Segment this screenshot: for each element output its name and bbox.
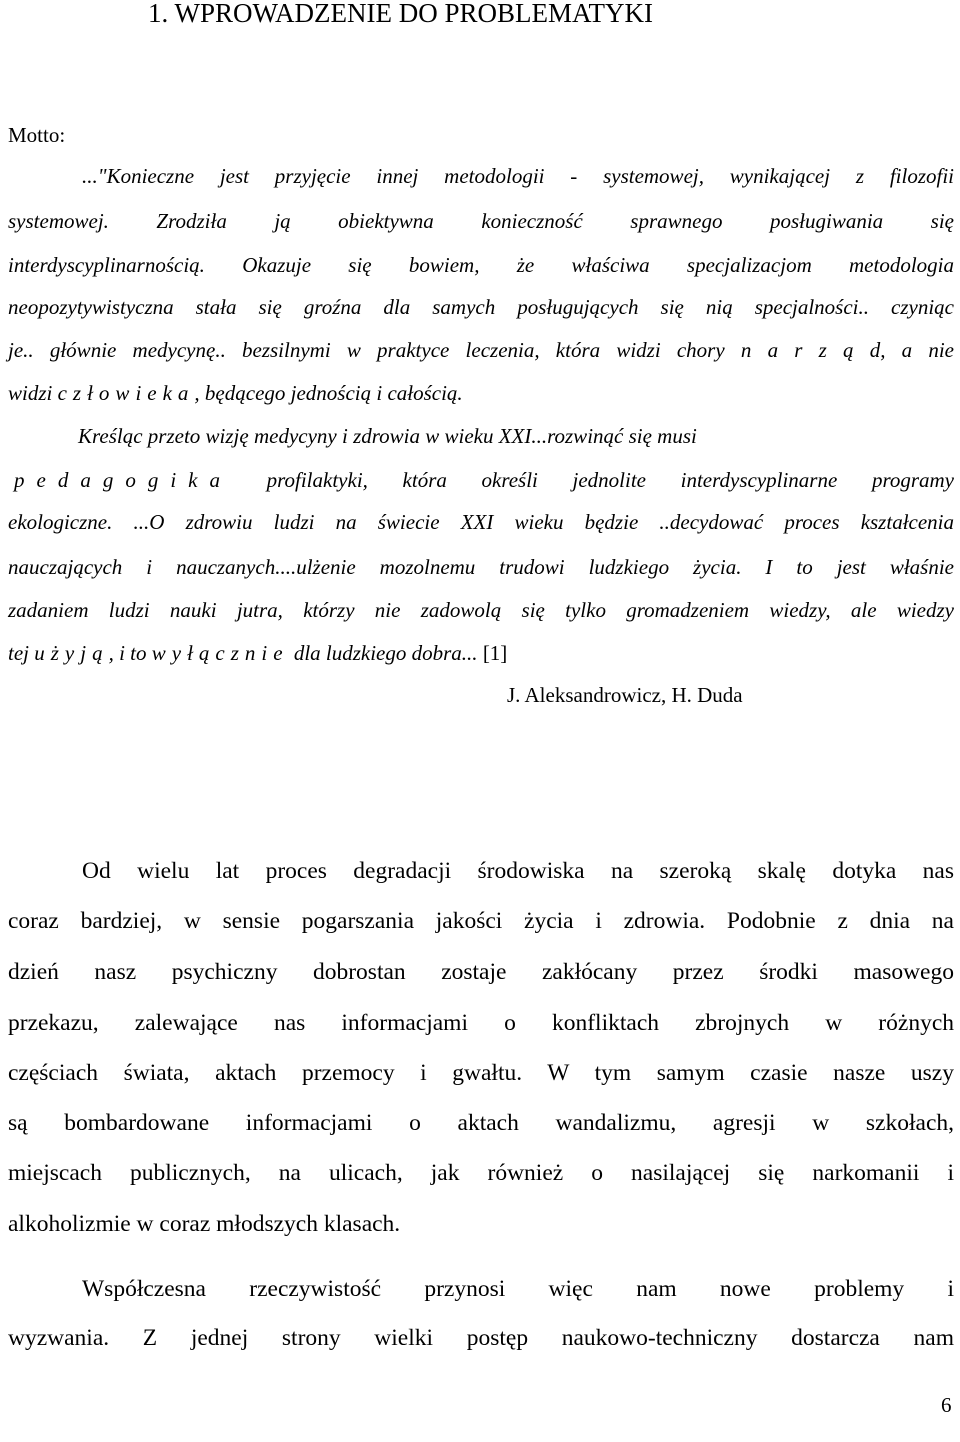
motto-line: nauczających i nauczanych....ulżenie mozolnemu trudowi ludzkiego życia. I to jest właśnie xyxy=(8,555,954,579)
body-line: Współczesna rzeczywistość przynosi więc nam nowe problemy i xyxy=(82,1276,954,1302)
motto-text: profilaktyki, która określi jednolite interdyscyplinarne programy xyxy=(231,468,954,492)
motto-line: systemowej. Zrodziła ją obiektywna konieczność sprawnego posługiwania się xyxy=(8,209,954,233)
page-number: 6 xyxy=(941,1393,952,1417)
motto-spaced-word: człowieka xyxy=(57,381,195,405)
motto-line: Kreśląc przeto wizję medycyny i zdrowia w wieku XXI...rozwinąć się musi xyxy=(78,424,697,448)
citation-ref: [1] xyxy=(477,641,508,665)
body-line: Od wielu lat proces degradacji środowiska na szeroką skalę dotyka nas xyxy=(82,858,954,884)
motto-line: interdyscyplinarnością. Okazuje się bowiem, że właściwa specjalizacjom metodologia xyxy=(8,253,954,277)
motto-spaced-word: pedagogika xyxy=(14,468,232,492)
motto-line: zadaniem ludzi nauki jutra, którzy nie zadowolą się tylko gromadzeniem wiedzy, ale wiedzy xyxy=(8,598,954,622)
motto-text: , i to xyxy=(108,641,152,665)
motto-line xyxy=(8,383,954,404)
motto-text: widzi xyxy=(8,381,58,405)
body-line: dzień nasz psychiczny dobrostan zostaje zakłócany przez środki masowego xyxy=(8,959,954,985)
motto-line: neopozytywistyczna stała się groźna dla samych posługujących się nią specjalności.. czyniąc xyxy=(8,295,954,319)
body-line: wyzwania. Z jednej strony wielki postęp naukowo-techniczny dostarcza nam xyxy=(8,1325,954,1351)
body-line: przekazu, zalewające nas informacjami o konfliktach zbrojnych w różnych xyxy=(8,1010,954,1036)
motto-spaced-word: wyłącznie xyxy=(151,641,289,665)
motto-line xyxy=(14,470,954,491)
body-line: częściach świata, aktach przemocy i gwałtu. W tym samym czasie nasze uszy xyxy=(8,1060,954,1086)
body-line: coraz bardziej, w sensie pogarszania jakości życia i zdrowia. Podobnie z dnia na xyxy=(8,908,954,934)
page-title: 1. WPROWADZENIE DO PROBLEMATYKI xyxy=(148,0,653,28)
body-line: alkoholizmie w coraz młodszych klasach. xyxy=(8,1211,401,1237)
motto-line: je.. głównie medycynę.. bezsilnymi w praktyce leczenia, która widzi chory n a r z ą d, a nie xyxy=(8,338,954,362)
motto-text: tej xyxy=(8,641,35,665)
motto-signature: J. Aleksandrowicz, H. Duda xyxy=(507,683,743,707)
motto-line xyxy=(8,643,954,664)
body-line: miejscach publicznych, na ulicach, jak również o nasilającej się narkomanii i xyxy=(8,1160,954,1186)
body-line: są bombardowane informacjami o aktach wandalizmu, agresji w szkołach, xyxy=(8,1110,954,1136)
motto-spaced-word: użyją xyxy=(34,641,109,665)
motto-label: Motto: xyxy=(8,123,66,147)
motto-line: ..."Konieczne jest przyjęcie innej metodologii - systemowej, wynikającej z filozofii xyxy=(82,164,954,188)
motto-text: dla ludzkiego dobra... xyxy=(288,641,478,665)
motto-line: ekologiczne. ...O zdrowiu ludzi na świecie XXI wieku będzie ..decydować proces kształcenia xyxy=(8,510,954,534)
motto-text: , będącego jednością i całością. xyxy=(194,381,463,405)
